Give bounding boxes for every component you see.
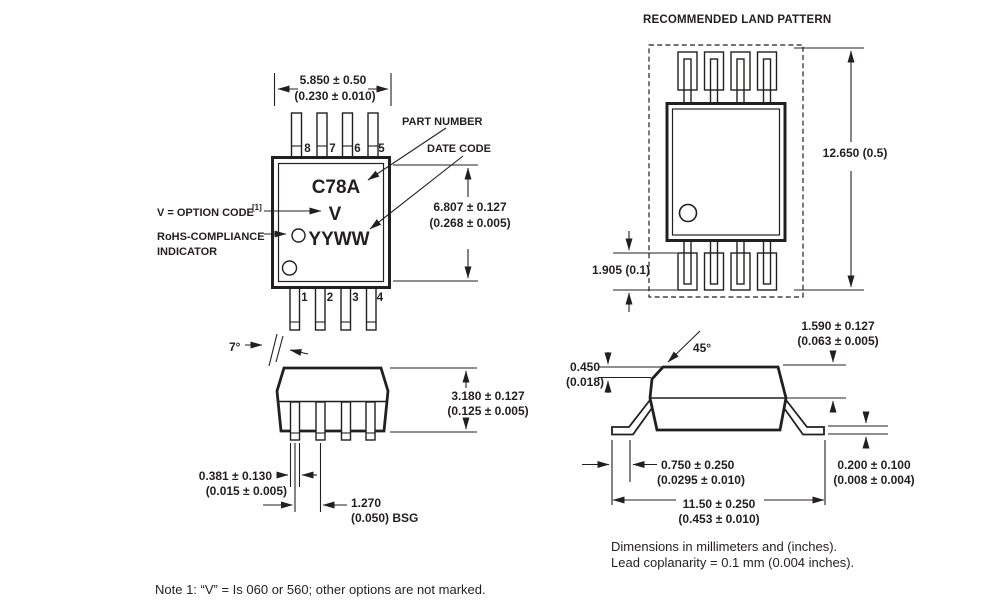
land-pad <box>758 52 777 90</box>
pin-lead <box>367 287 377 330</box>
side-profile-view <box>566 319 915 526</box>
dim-draft-angle-value: 7° <box>229 340 241 354</box>
dim-foot-length <box>582 440 745 505</box>
coplanarity-note: Lead coplanarity = 0.1 mm (0.004 inches). <box>611 555 855 570</box>
pin-lead <box>316 287 326 330</box>
pin-lead <box>292 113 302 158</box>
pin-lead <box>764 241 771 285</box>
pin-lead <box>366 402 375 440</box>
dim-lead-width <box>199 443 317 498</box>
dim-chamfer-depth-in: (0.018) <box>565 375 604 389</box>
dim-standoff-mm: 0.200 ± 0.100 <box>837 458 911 472</box>
dim-overall-span-mm: 11.50 ± 0.250 <box>682 497 756 511</box>
dim-chamfer-angle-value: 45° <box>692 341 712 355</box>
dim-body-height-mm: 6.807 ± 0.127 <box>433 200 507 214</box>
dim-standoff <box>828 412 915 487</box>
dim-chamfer-angle <box>668 331 711 362</box>
pin-number: 5 <box>378 143 385 155</box>
rohs-label-line2: INDICATOR <box>157 246 218 258</box>
front-view <box>199 334 529 525</box>
pin-lead <box>737 241 744 285</box>
dim-lead-pitch-mm: 1.270 <box>351 496 382 510</box>
pin-lead <box>368 113 378 158</box>
dim-foot-length-in: (0.0295 ± 0.010) <box>657 473 745 487</box>
gullwing-lead-right <box>784 400 824 435</box>
pin-number: 4 <box>376 292 384 304</box>
pin-lead <box>684 241 691 285</box>
marking-part-number: C78A <box>311 177 361 198</box>
pin-lead <box>711 241 718 285</box>
dim-lead-drop <box>783 319 879 412</box>
pin-lead <box>342 402 351 440</box>
dim-overall-span-in: (0.453 ± 0.010) <box>678 512 760 526</box>
date-code-label: DATE CODE <box>427 143 491 155</box>
pin-number: 8 <box>304 143 311 155</box>
pin-lead <box>737 59 744 104</box>
land-pad <box>678 52 697 90</box>
dim-standoff-in: (0.008 ± 0.004) <box>833 473 915 487</box>
dim-body-height-in: (0.268 ± 0.005) <box>429 216 511 230</box>
pin-number: 2 <box>326 292 334 304</box>
rohs-label-line1: RoHS-COMPLIANCE <box>157 231 265 243</box>
dim-package-height-mm: 3.180 ± 0.127 <box>451 389 525 403</box>
dim-draft-angle <box>229 334 308 366</box>
dim-land-pad-value: 1.905 (0.1) <box>591 263 651 277</box>
dim-lead-drop-in: (0.063 ± 0.005) <box>797 334 879 348</box>
dimensions-note: Dimensions in millimeters and (inches). <box>611 539 838 554</box>
dim-lead-width-in: (0.015 ± 0.005) <box>205 484 287 498</box>
dim-land-pad <box>592 231 677 312</box>
pin-number: 1 <box>301 292 308 304</box>
dim-land-height-value: 12.650 (0.5) <box>822 146 888 160</box>
dim-package-height-in: (0.125 ± 0.005) <box>447 404 529 418</box>
pin-number: 3 <box>352 292 359 304</box>
pin-lead <box>341 287 351 330</box>
dim-body-width-mm: 5.850 ± 0.50 <box>299 73 367 87</box>
option-code-label: V = OPTION CODE <box>157 207 254 219</box>
dim-lead-drop-mm: 1.590 ± 0.127 <box>801 319 875 333</box>
land-pad <box>731 52 750 90</box>
land-pad <box>705 52 724 90</box>
gullwing-lead-left <box>612 400 652 435</box>
dim-chamfer-depth-mm: 0.450 <box>569 360 600 374</box>
part-number-label: PART NUMBER <box>402 116 483 128</box>
pin-lead <box>316 402 325 440</box>
marking-option-code: V <box>328 204 342 225</box>
dim-package-height <box>390 368 529 432</box>
pin-lead <box>317 113 327 158</box>
dim-land-height <box>794 48 887 290</box>
pin-lead <box>684 59 691 104</box>
land-pattern-view <box>592 14 887 312</box>
dim-foot-length-mm: 0.750 ± 0.250 <box>661 458 735 472</box>
pin-lead <box>290 287 300 330</box>
dim-body-width-in: (0.230 ± 0.010) <box>294 89 376 103</box>
marking-date-code: YYWW <box>308 229 370 250</box>
pin-lead <box>711 59 718 104</box>
pin-lead <box>764 59 771 104</box>
land-pattern-body <box>667 104 785 241</box>
pin-number: 7 <box>329 143 336 155</box>
notes <box>155 539 854 597</box>
top-view <box>157 73 511 330</box>
dim-lead-pitch-in: (0.050) BSG <box>351 511 419 525</box>
pin-number: 6 <box>354 143 361 155</box>
dim-lead-width-mm: 0.381 ± 0.130 <box>198 469 272 483</box>
option-code-superscript: [1] <box>252 203 262 212</box>
dim-body-height <box>393 165 511 281</box>
pin-lead <box>343 113 353 158</box>
dim-body-width <box>275 73 392 106</box>
note-1: Note 1: “V” = Is 060 or 560; other options are not marked. <box>155 582 486 597</box>
dim-chamfer-depth <box>566 352 662 393</box>
land-pattern-title: RECOMMENDED LAND PATTERN <box>643 14 832 26</box>
pin-lead <box>291 402 300 440</box>
